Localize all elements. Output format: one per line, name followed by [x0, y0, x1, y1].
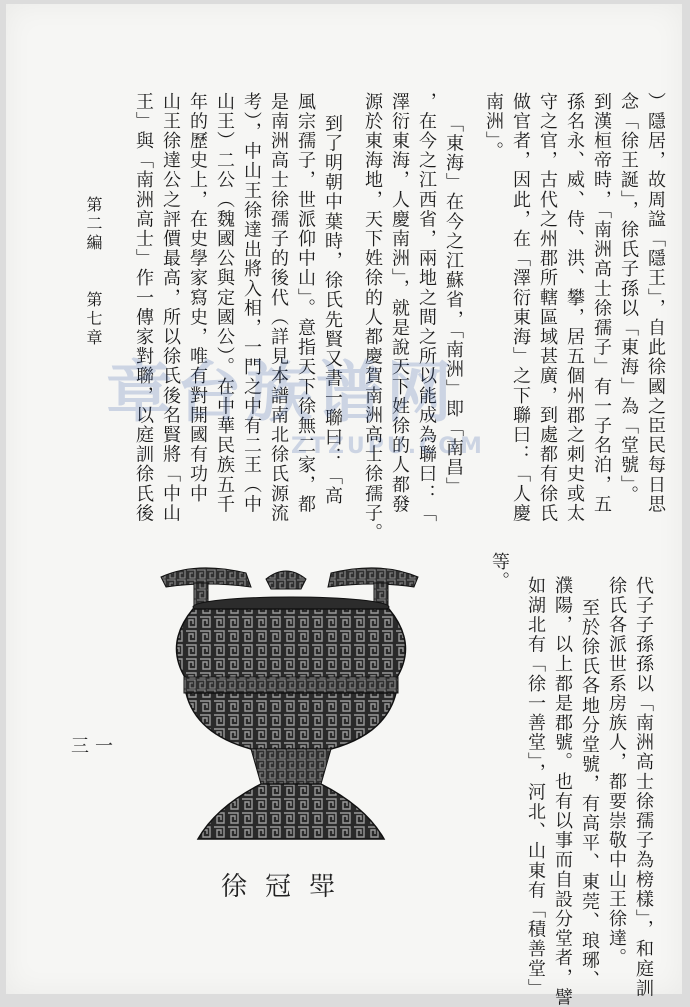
text-column: 守之官，古代之州郡所轄區域甚廣，到處都有徐氏 [537, 92, 558, 524]
text-column: 山王徐達公之評價最高，所以徐氏後名賢將「中山 [160, 92, 181, 524]
text-column: 南洲」。 [483, 92, 504, 162]
text-column: 澤衍東海，人慶南洲」，就是說天下姓徐的人都發 [389, 92, 410, 515]
text-column: 源於東海地，天下姓徐的人都慶賀南洲高士徐孺子。 [362, 92, 383, 543]
book-page [6, 4, 682, 1007]
text-column: 是南洲高士徐孺子的後代（詳見本譜南北徐氏源流 [268, 92, 289, 524]
text-column: 如湖北有「徐一善堂」，河北、山東有「積善堂」 [525, 576, 546, 999]
text-column: 年的歷史上，在史學家寫史，唯有對開國有功中 [187, 92, 208, 504]
text-column: 孫名永、威、侍、洪、攀，居五個州郡之刺史或太 [564, 92, 585, 524]
text-column: 「東海」在今之江蘇省，「南洲」即「南昌」 [443, 114, 464, 497]
text-column: 王」與「南洲高士」作一傳家對聯，以庭訓徐氏後 [133, 92, 154, 524]
text-column: 至於徐氏各地分堂號，有高平、東莞、琅琊、 [579, 598, 600, 990]
text-column: 徐氏各派世系房族人，都要崇敬中山王徐達。 [606, 576, 627, 968]
watermark-url: ZTZUPU.COM [291, 434, 485, 459]
text-column: 到了明朝中葉時，徐氏先賢又書一聯曰：「高 [322, 114, 343, 506]
bronze-vessel-illustration [156, 559, 426, 849]
text-column: 做官者，因此，在「澤衍東海」之下聯曰：「人慶 [510, 92, 531, 524]
text-column: 等。 [489, 552, 510, 592]
page-number: 三一 [71, 736, 119, 757]
text-column: 風宗孺子，世派仰中山」。意指天下徐無二家，都 [295, 92, 316, 515]
text-column: ）隱居，故周諡「隱王」，自此徐國之臣民每日思 [645, 92, 666, 515]
figure-caption: 徐冠斝 [221, 872, 354, 902]
running-head: 第二編 第七章 [84, 196, 103, 348]
text-column: 到漢桓帝時，「南洲高士徐孺子」有一子名泊，五 [591, 92, 612, 515]
watermark-text: 章台族谱网 [106, 354, 456, 431]
text-column: 山王）二公（魏國公與定國公）。在中華民族五千 [214, 92, 235, 515]
text-column: 代子子孫孫以「南洲高士徐孺子為榜樣」，和庭訓 [633, 576, 654, 999]
text-column: 濮陽，以上都是郡號。也有以事而自設分堂者，譬 [552, 576, 573, 1007]
text-column: ，在今之江西省，兩地之間之所以能成為聯曰：「 [416, 92, 437, 524]
text-column: 念「徐王誕」，徐氏子孫以「東海」為「堂號」。 [618, 92, 639, 506]
text-column: 考），中山王徐達出將入相，一門之中有二王（中 [241, 92, 262, 515]
